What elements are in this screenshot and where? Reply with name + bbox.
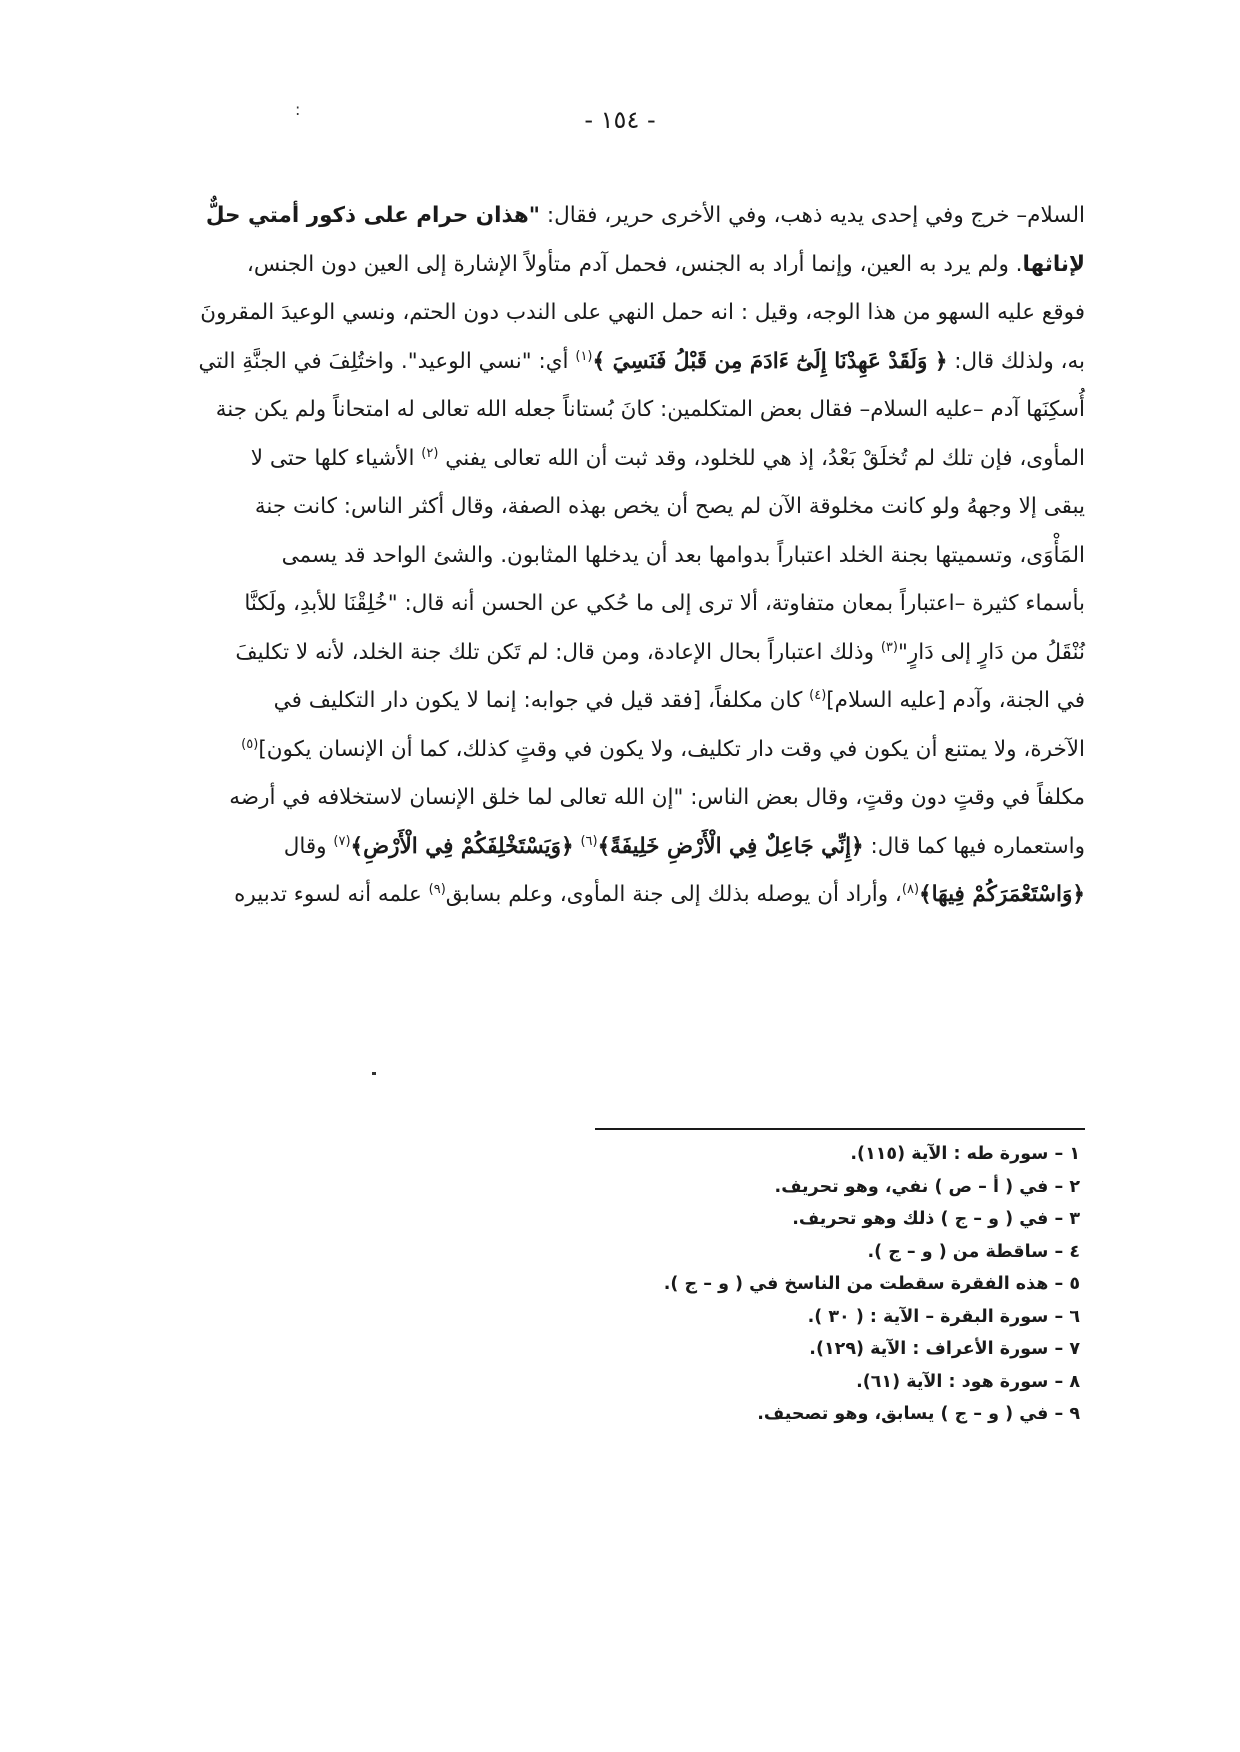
footnote-item: ٣ – في ( و – ج ) ذلك وهو تحريف. <box>792 1209 1080 1229</box>
footnote-separator <box>595 1128 1085 1130</box>
footnote-ref: (٦) <box>580 833 598 849</box>
footnote-item: ٧ – سورة الأعراف : الآية (١٢٩). <box>809 1339 1080 1359</box>
footnote-ref: (٢) <box>421 445 439 461</box>
footnotes <box>600 1138 1080 1431</box>
text-segment: أُسكِنَها آدم –عليه السلام– فقال بعض المتكلمين: كانَ بُستاناً جعله الله تعالى له امتحاناً ولم يكن جنة <box>215 397 1085 422</box>
text-segment: الأشياء كلها حتى لا <box>250 445 422 471</box>
quran-verse: ﴿ وَلَقَدْ عَهِدْنَا إِلَىٰٓ ءَادَمَ مِن قَبْلُ فَنَسِيَ ﴾ <box>592 348 948 374</box>
page-speck: : <box>295 100 301 119</box>
text-line <box>235 629 1085 678</box>
text-segment: في الجنة، وآدم [عليه السلام] <box>826 688 1085 713</box>
text-segment: علمه أنه لسوء تدبيره <box>234 882 429 907</box>
text-segment: به، ولذلك قال: <box>947 348 1085 374</box>
footnote-ref: (٧) <box>333 833 351 849</box>
text-line <box>244 580 1085 629</box>
text-segment: ، وأراد أن يوصله بذلك إلى جنة المأوى، وعلم بسابق <box>445 882 902 907</box>
footnote-item: ٥ – هذه الفقرة سقطت من الناسخ في ( و – ج ). <box>663 1274 1080 1294</box>
text-line <box>250 483 1085 532</box>
text-line <box>229 774 1085 823</box>
footnote-ref: (١) <box>575 348 593 364</box>
text-segment: نُنْقَلُ من دَارٍ إلى دَارٍ" <box>897 639 1085 665</box>
text-segment: الآخرة، ولا يمتنع أن يكون في وقت دار تكليف، ولا يكون في وقتٍ كذلك، كما أن الإنسان يكون] <box>258 736 1085 762</box>
footnote-ref: (٤) <box>809 687 827 703</box>
text-line <box>250 823 1085 872</box>
quran-verse: ﴿وَاسْتَعْمَرَكُمْ فِيهَا﴾ <box>919 882 1085 907</box>
text-line <box>200 289 1085 338</box>
text-line <box>250 532 1085 581</box>
text-segment: المَأْوَى، وتسميتها بجنة الخلد اعتباراً بدوامها بعد أن يدخلها المثابون. والشئ الواحد قد يسمى <box>281 542 1085 568</box>
text-line <box>250 677 1085 726</box>
text-line <box>205 192 1085 241</box>
text-segment: مكلفاً في وقتٍ دون وقتٍ، وقال بعض الناس: "إن الله تعالى لما خلق الإنسان لاستخلافه في أرضه <box>229 785 1085 810</box>
text-segment: واستعماره فيها كما قال: <box>863 833 1085 859</box>
text-line <box>250 435 1085 484</box>
text-segment: بأسماء كثيرة –اعتباراً بمعان متفاوتة، ألا ترى إلى ما حُكي عن الحسن أنه قال: "خُلِقْنَا للأبدِ، ولَكنَّا <box>244 591 1085 616</box>
footnote-ref: (٥) <box>241 736 259 752</box>
text-segment: أي: "نسي الوعيد". واختُلِفَ في الجنَّةِ التي <box>198 348 576 374</box>
text-segment: فوقع عليه السهو من هذا الوجه، وقيل : انه حمل النهي على الندب دون الحتم، ونسي الوعيدَ المقرونَ <box>200 300 1085 325</box>
text-segment: . ولم يرد به العين، وإنما أراد به الجنس، فحمل آدم متأولاً الإشارة إلى العين دون الجنس، <box>246 251 1023 277</box>
text-line <box>234 871 1085 920</box>
text-line <box>198 338 1085 387</box>
footnote-item: ٤ – ساقطة من ( و – ج ). <box>867 1241 1080 1262</box>
footnote-ref: (٨) <box>901 881 920 897</box>
text-segment: يبقى إلا وجههُ ولو كانت مخلوقة الآن لم يصح أن يخص بهذه الصفة، وقال أكثر الناس: كانت جنة <box>254 494 1085 519</box>
footnote-item: ١ – سورة طه : الآية (١١٥). <box>850 1144 1080 1164</box>
footnote-item: ٨ – سورة هود : الآية (٦١). <box>856 1371 1080 1392</box>
main-text <box>198 192 1085 920</box>
quran-verse: ﴿وَيَسْتَخْلِفَكُمْ فِي الْأَرْضِ﴾ <box>350 833 574 859</box>
text-line <box>215 386 1085 435</box>
quran-verse: ﴿إِنِّي جَاعِلٌ فِي الْأَرْضِ خَلِيفَةً﴾ <box>597 833 864 859</box>
text-line <box>246 241 1085 290</box>
footnote-ref: (٩) <box>428 881 446 897</box>
hadith-quote: "هذان حرام على ذكور أمتي حلٌّ <box>205 203 541 228</box>
footnote-item: ٩ – في ( و – ج ) يسابق، وهو تصحيف. <box>757 1404 1080 1424</box>
text-segment: المأوى، فإن تلك لم تُخلَقْ بَعْدُ، إذ هي للخلود، وقد ثبت أن الله تعالى يفني <box>438 445 1085 471</box>
hadith-quote: لإناثها <box>1022 251 1085 277</box>
text-line <box>241 726 1085 775</box>
page-number: - ١٥٤ - <box>584 106 656 134</box>
text-segment: كان مكلفاً، [فقد قيل في جوابه: إنما لا يكون دار التكليف في <box>273 688 810 713</box>
footnote-item: ٢ – في ( أ – ص ) نفي، وهو تحريف. <box>774 1176 1080 1197</box>
text-segment: وقال <box>283 833 334 859</box>
footnote-item: ٦ – سورة البقرة – الآية : ( ٣٠ ). <box>807 1306 1080 1327</box>
footnote-ref: (٣) <box>880 639 898 655</box>
text-segment: السلام– خرج وفي إحدى يديه ذهب، وفي الأخرى حرير، فقال: <box>540 203 1085 228</box>
text-segment: وذلك اعتباراً بحال الإعادة، ومن قال: لم تَكن تلك جنة الخلد، لأنه لا تكليفَ <box>235 639 881 665</box>
stray-mark <box>372 1072 376 1075</box>
